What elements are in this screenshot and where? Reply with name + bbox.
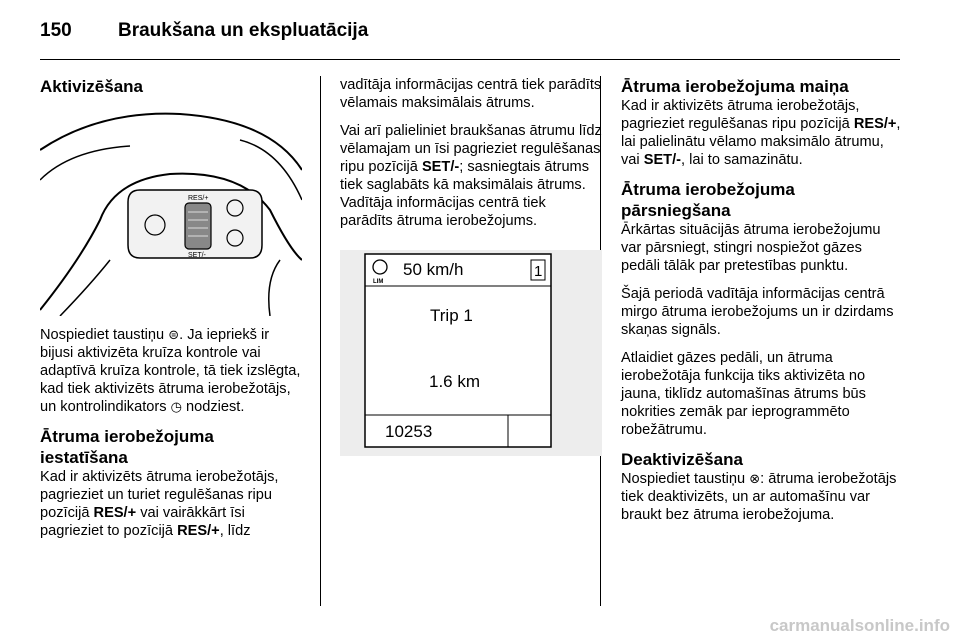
- display-trip-value: 1.6 km: [429, 372, 481, 391]
- display-odometer: 10253: [385, 422, 433, 441]
- column-divider-1: [320, 76, 321, 606]
- column-3: [621, 76, 901, 524]
- page-number: 150: [40, 20, 72, 41]
- exceed-text-3: Atlaidiet gāzes pedāli, un ātruma ierobežotāja funkcija tiks aktivizēta no jauna, tiklīdz automašīnas ātrums būs nokrities zemāk par ieprogrammēto robežātrumu.: [621, 350, 866, 438]
- driver-info-display-illustration: [340, 250, 602, 456]
- heading-activation: Aktivizēšana: [40, 77, 143, 96]
- set-limit-text: Kad ir aktivizēts ātruma ierobežotājs, pagrieziet un turiet regulēšanas ripu pozīcijā RES/+ vai vairākkārt īsi pagrieziet to pozīcijā RES/+, līdz: [40, 469, 279, 539]
- wheel-res-label: RES/+: [188, 195, 209, 202]
- display-speed: 50 km/h: [403, 260, 464, 279]
- column-1: [40, 76, 302, 540]
- chapter-title: Braukšana un ekspluatācija: [118, 20, 369, 41]
- heading-set-limit: Ātruma ierobežojuma iestatīšana: [40, 427, 214, 467]
- heading-exceed-limit: Ātruma ierobežojuma pārsniegšana: [621, 180, 795, 220]
- col2-continuation-text: vadītāja informācijas centrā tiek parādīts vēlamais maksimālais ātrums.: [340, 77, 602, 111]
- exceed-text-2: Šajā periodā vadītāja informācijas centrā mirgo ātruma ierobežojums un ir dzirdams skaņas signāls.: [621, 286, 894, 338]
- display-trip-label: Trip 1: [430, 306, 473, 325]
- deactivation-text: Nospiediet taustiņu ⊗: ātruma ierobežotājs tiek deaktivizēts, un ar automašīnu var braukt bez ātruma ierobežojuma.: [621, 471, 897, 523]
- col2-speed-text: Vai arī palieliniet braukšanas ātrumu līdz vēlamajam un īsi pagrieziet regulēšanas ripu pozīcijā SET/-; sasniegtais ātrums tiek saglabāts kā maksimālais ātrums. Vadītāja informācijas centrā tiek parādīts ātruma ierobežojums.: [340, 123, 602, 229]
- cruise-control-indicator-icon: ◷: [170, 399, 182, 414]
- change-limit-text: Kad ir aktivizēts ātruma ierobežotājs, pagrieziet regulēšanas ripu pozīcijā RES/+, lai palielinātu vēlamo maksimālo ātrumu, vai SET/-, lai to samazinātu.: [621, 98, 901, 168]
- page-header: [40, 20, 920, 54]
- activation-text: Nospiediet taustiņu ⊜. Ja iepriekš ir bijusi aktivizēta kruīza kontrole vai adaptīvā kruīza kontrole, tā tiek izslēgta, kad tiek aktivizēts ātruma ierobežotājs, un kontrolindikators ◷ nodziest.: [40, 327, 301, 415]
- cancel-limiter-icon: ⊗: [749, 471, 761, 486]
- exceed-text-1: Ārkārtas situācijās ātruma ierobežojumu var pārsniegt, stingri nospiežot gāzes pedāli tālāk par pretestības punktu.: [621, 222, 881, 274]
- display-gear: 1: [534, 263, 543, 280]
- speed-limiter-icon: ⊜: [168, 327, 180, 342]
- heading-deactivation: Deaktivizēšana: [621, 450, 743, 469]
- steering-wheel-illustration: [40, 110, 302, 316]
- heading-change-limit: Ātruma ierobežojuma maiņa: [621, 77, 849, 96]
- header-divider: [40, 59, 900, 60]
- watermark: carmanualsonline.info: [769, 616, 950, 635]
- column-2: [340, 76, 602, 456]
- wheel-set-label: SET/-: [188, 252, 206, 259]
- lim-label: LIM: [373, 279, 384, 285]
